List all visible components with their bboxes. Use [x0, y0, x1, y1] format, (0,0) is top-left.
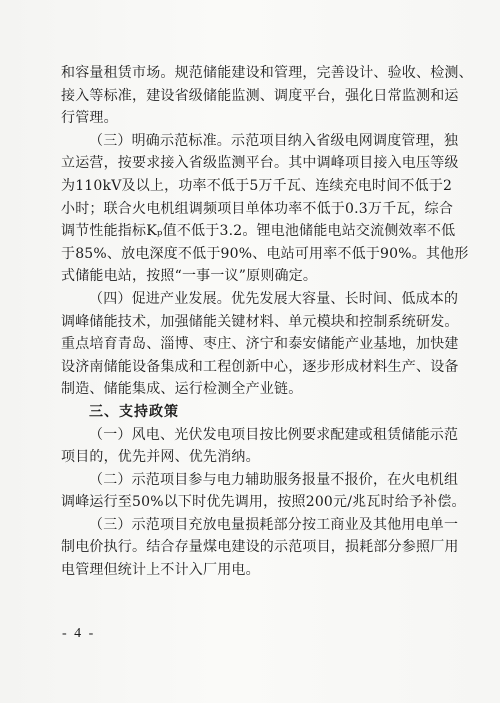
text-line: 设济南储能设备集成和工程创新中心，逐步形成材料生产、设备 — [61, 358, 459, 375]
text-line: 项目的，优先并网、优先消纳。 — [61, 449, 260, 466]
paragraph-demonstration-standards — [61, 130, 469, 288]
text-line: 制造、储能集成、运行检测全产业链。 — [61, 381, 303, 398]
document-body — [61, 62, 473, 582]
text-line: 调节性能指标Kₚ值不低于3.2。锂电池储能电站交流侧效率不低 — [61, 223, 456, 240]
text-line: （一）风电、光伏发电项目按比例要求配建或租赁储能示范 — [89, 426, 459, 443]
text-line: 调峰储能技术，加强储能关键材料、单元模块和控制系统研发。 — [61, 313, 459, 330]
text-line: 立运营，按要求接入省级监测平台。其中调峰项目接入电压等级 — [61, 155, 459, 172]
page-number: - 4 - — [62, 626, 96, 641]
paragraph-policy-2 — [61, 469, 466, 514]
paragraph-industry-development — [61, 288, 459, 401]
text-line: 接入等标准，建设省级储能监测、调度平台，强化日常监测和运 — [61, 87, 459, 104]
text-line: （三）明确示范标准。示范项目纳入省级电网调度管理，独 — [89, 132, 459, 149]
text-line: 和容量租赁市场。规范储能建设和管理，完善设计、验收、检测、 — [61, 65, 473, 81]
text-line: 于85%、放电深度不低于90%、电站可用率不低于90%。其他形 — [61, 245, 469, 262]
paragraph-continuation — [61, 62, 473, 130]
text-line: 制电价执行。结合存量煤电建设的示范项目，损耗部分参照厂用 — [61, 539, 459, 556]
paragraph-policy-3 — [61, 514, 459, 582]
text-line: （二）示范项目参与电力辅助服务报量不报价，在火电机组 — [89, 471, 459, 488]
text-line: 小时；联合火电机组调频项目单体功率不低于0.3万千瓦，综合 — [61, 200, 454, 217]
text-line: 行管理。 — [61, 110, 118, 127]
text-line: 式储能电站，按照“一事一议”原则确定。 — [61, 268, 318, 285]
paragraph-policy-1 — [61, 424, 459, 469]
text-line: （四）促进产业发展。优先发展大容量、长时间、低成本的 — [89, 290, 459, 307]
text-line: 调峰运行至50%以下时优先调用，按照200元/兆瓦时给予补偿。 — [61, 494, 466, 511]
section-heading: 三、支持政策 — [89, 403, 179, 420]
text-line: （三）示范项目充放电量损耗部分按工商业及其他用电单一 — [89, 516, 459, 533]
text-line: 电管理但统计上不计入厂用电。 — [61, 562, 260, 579]
text-line: 为110kV及以上，功率不低于5万千瓦、连续充电时间不低于2 — [61, 177, 453, 194]
section-heading-support-policies — [61, 401, 449, 424]
text-line: 重点培育青岛、淄博、枣庄、济宁和泰安储能产业基地，加快建 — [61, 336, 459, 353]
